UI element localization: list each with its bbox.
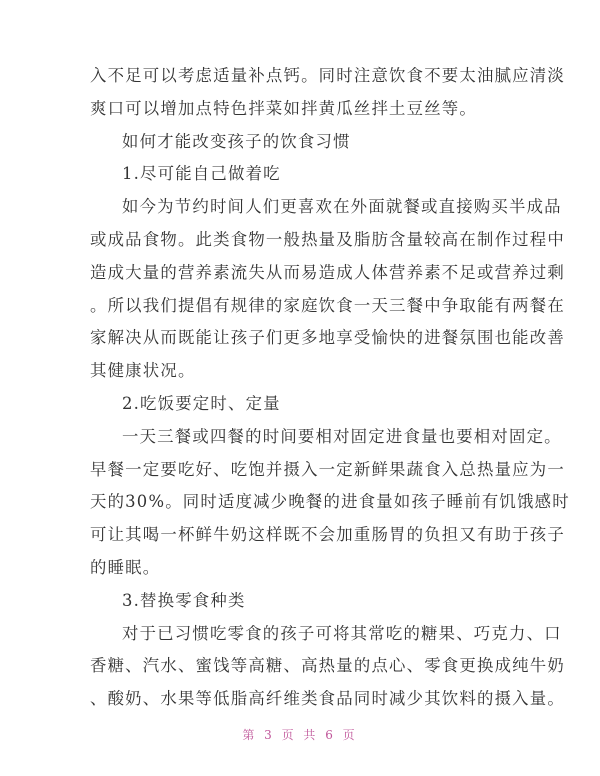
text-line: 其健康状况。 (90, 361, 196, 381)
text-line: 一天三餐或四餐的时间要相对固定进食量也要相对固定。 (122, 426, 562, 446)
text-line: 对于已习惯吃零食的孩子可将其常吃的糖果、巧克力、口 (122, 623, 562, 643)
text-line: 爽口可以增加点特色拌菜如拌黄瓜丝拌土豆丝等。 (90, 98, 477, 118)
text-line: 或成品食物。此类食物一般热量及脂肪含量较高在制作过程中 (90, 229, 565, 249)
page-number-footer: 第 3 页 共 6 页 (242, 728, 358, 742)
text-line: 造成大量的营养素流失从而易造成人体营养素不足或营养过剩 (90, 262, 565, 282)
text-line: 早餐一定要吃好、吃饱并摄入一定新鲜果蔬食入总热量应为一 (90, 459, 565, 479)
text-line: 。所以我们提倡有规律的家庭饮食一天三餐中争取能有两餐在 (90, 295, 565, 315)
document-body (90, 60, 570, 716)
section-heading: 如何才能改变孩子的饮食习惯 (122, 131, 351, 151)
text-line: 入不足可以考虑适量补点钙。同时注意饮食不要太油腻应清淡 (90, 66, 565, 85)
text-line: 香糖、汽水、蜜饯等高糖、高热量的点心、零食更换成纯牛奶 (90, 656, 565, 676)
text-line: 天的30%。同时适度减少晚餐的进食量如孩子睡前有饥饿感时 (90, 492, 570, 512)
subsection-heading-1: 1.尽可能自己做着吃 (122, 164, 281, 184)
text-line: 可让其喝一杯鲜牛奶这样既不会加重肠胃的负担又有助于孩子 (90, 525, 565, 545)
text-line: 、酸奶、水果等低脂高纤维类食品同时减少其饮料的摄入量。 (90, 689, 565, 709)
subsection-heading-2: 2.吃饭要定时、定量 (122, 393, 281, 413)
text-line: 如今为节约时间人们更喜欢在外面就餐或直接购买半成品 (122, 197, 562, 217)
text-line: 的睡眠。 (90, 557, 161, 577)
text-line: 家解决从而既能让孩子们更多地享受愉快的进餐氛围也能改善 (90, 328, 565, 348)
subsection-heading-3: 3.替换零食种类 (122, 590, 246, 610)
